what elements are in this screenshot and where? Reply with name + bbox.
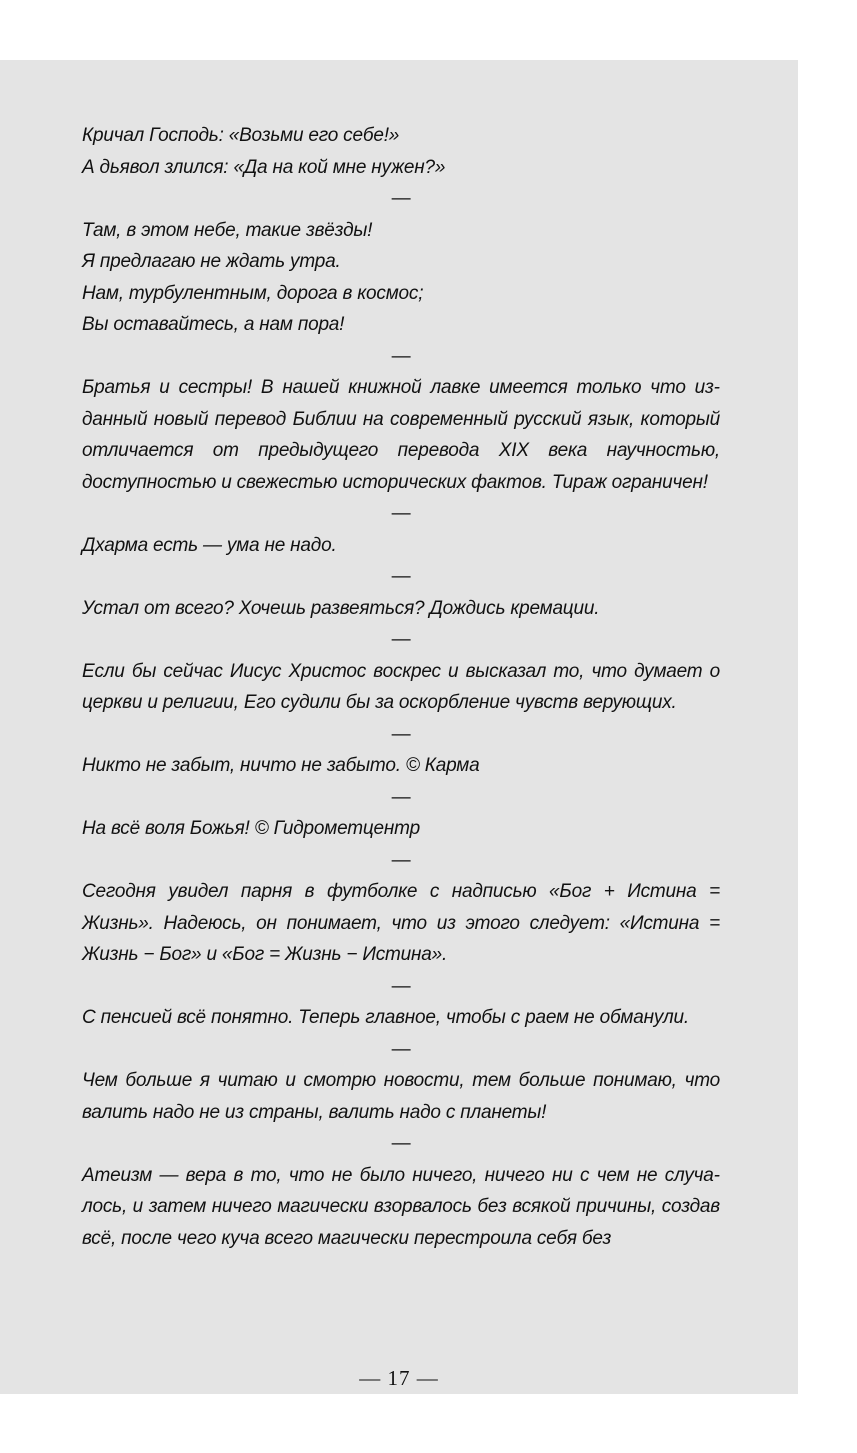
book-page (0, 60, 798, 1394)
separator: — (391, 1133, 411, 1154)
text-line: Там, в этом небе, такие звёзды! (82, 219, 373, 241)
poem-block-1 (82, 120, 720, 183)
joke-paragraph: Сегодня увидел парня в футболке с надписью «Бог + Истина = Жизнь». Надеюсь, он понимает, что из этого следует: «Истина = Жизнь − Бог» и «Бог = Жизнь − Истина». (82, 881, 720, 965)
separator: — (391, 1038, 411, 1060)
joke-paragraph: Устал от всего? Хочешь развеяться? Дождись кремации. (82, 597, 600, 619)
separator: — (391, 629, 411, 650)
separator: — (391, 188, 411, 209)
separator: — (391, 975, 411, 997)
text-line: Вы оставайтесь, а нам пора! (82, 314, 345, 335)
joke-paragraph: Дхарма есть — ума не надо. (82, 534, 337, 556)
joke-paragraph: На всё воля Божья! © Гидрометцентр (82, 818, 420, 839)
joke-paragraph: Чем больше я читаю и смотрю новости, тем больше понимаю, что валить надо не из страны, валить надо с планеты! (82, 1070, 720, 1123)
text-line: А дьявол злился: «Да на кой мне нужен?» (82, 156, 446, 178)
separator: — (391, 345, 411, 367)
separator: — (391, 786, 411, 808)
separator: — (391, 566, 411, 587)
joke-paragraph: С пенсией всё понятно. Теперь главное, чтобы с раем не обманули. (82, 1007, 689, 1028)
page-number: — 17 — (359, 1366, 439, 1390)
separator: — (391, 503, 411, 524)
separator: — (391, 723, 411, 745)
text-line: Кричал Господь: «Возьми его себе!» (82, 125, 400, 146)
joke-paragraph: Атеизм — вера в то, что не было ничего, ничего ни с чем не случалось, и затем ничего магически взорвалось без всякой причины, создав всё, после чего куча всего магически перестроила себя без (82, 1164, 720, 1249)
poem-block-2 (82, 215, 720, 341)
joke-paragraph: Никто не забыт, ничто не забыто. © Карма (82, 755, 480, 776)
text-line: Я предлагаю не ждать утра. (82, 251, 341, 272)
page-content (82, 120, 720, 1254)
joke-paragraph: Если бы сейчас Иисус Христос воскрес и высказал то, что думает о церкви и религии, Его судили бы за оскорбление чувств верующих. (82, 660, 720, 713)
joke-paragraph: Братья и сестры! В нашей книжной лавке имеется только что изданный новый перевод Библии на современный русский язык, который отличается от предыдущего перевода XIX века научностью, доступностью и свежестью исторических фактов. Тираж ограничен! (82, 377, 720, 493)
separator: — (391, 849, 411, 871)
text-line: Нам, турбулентным, дорога в космос; (82, 282, 424, 304)
